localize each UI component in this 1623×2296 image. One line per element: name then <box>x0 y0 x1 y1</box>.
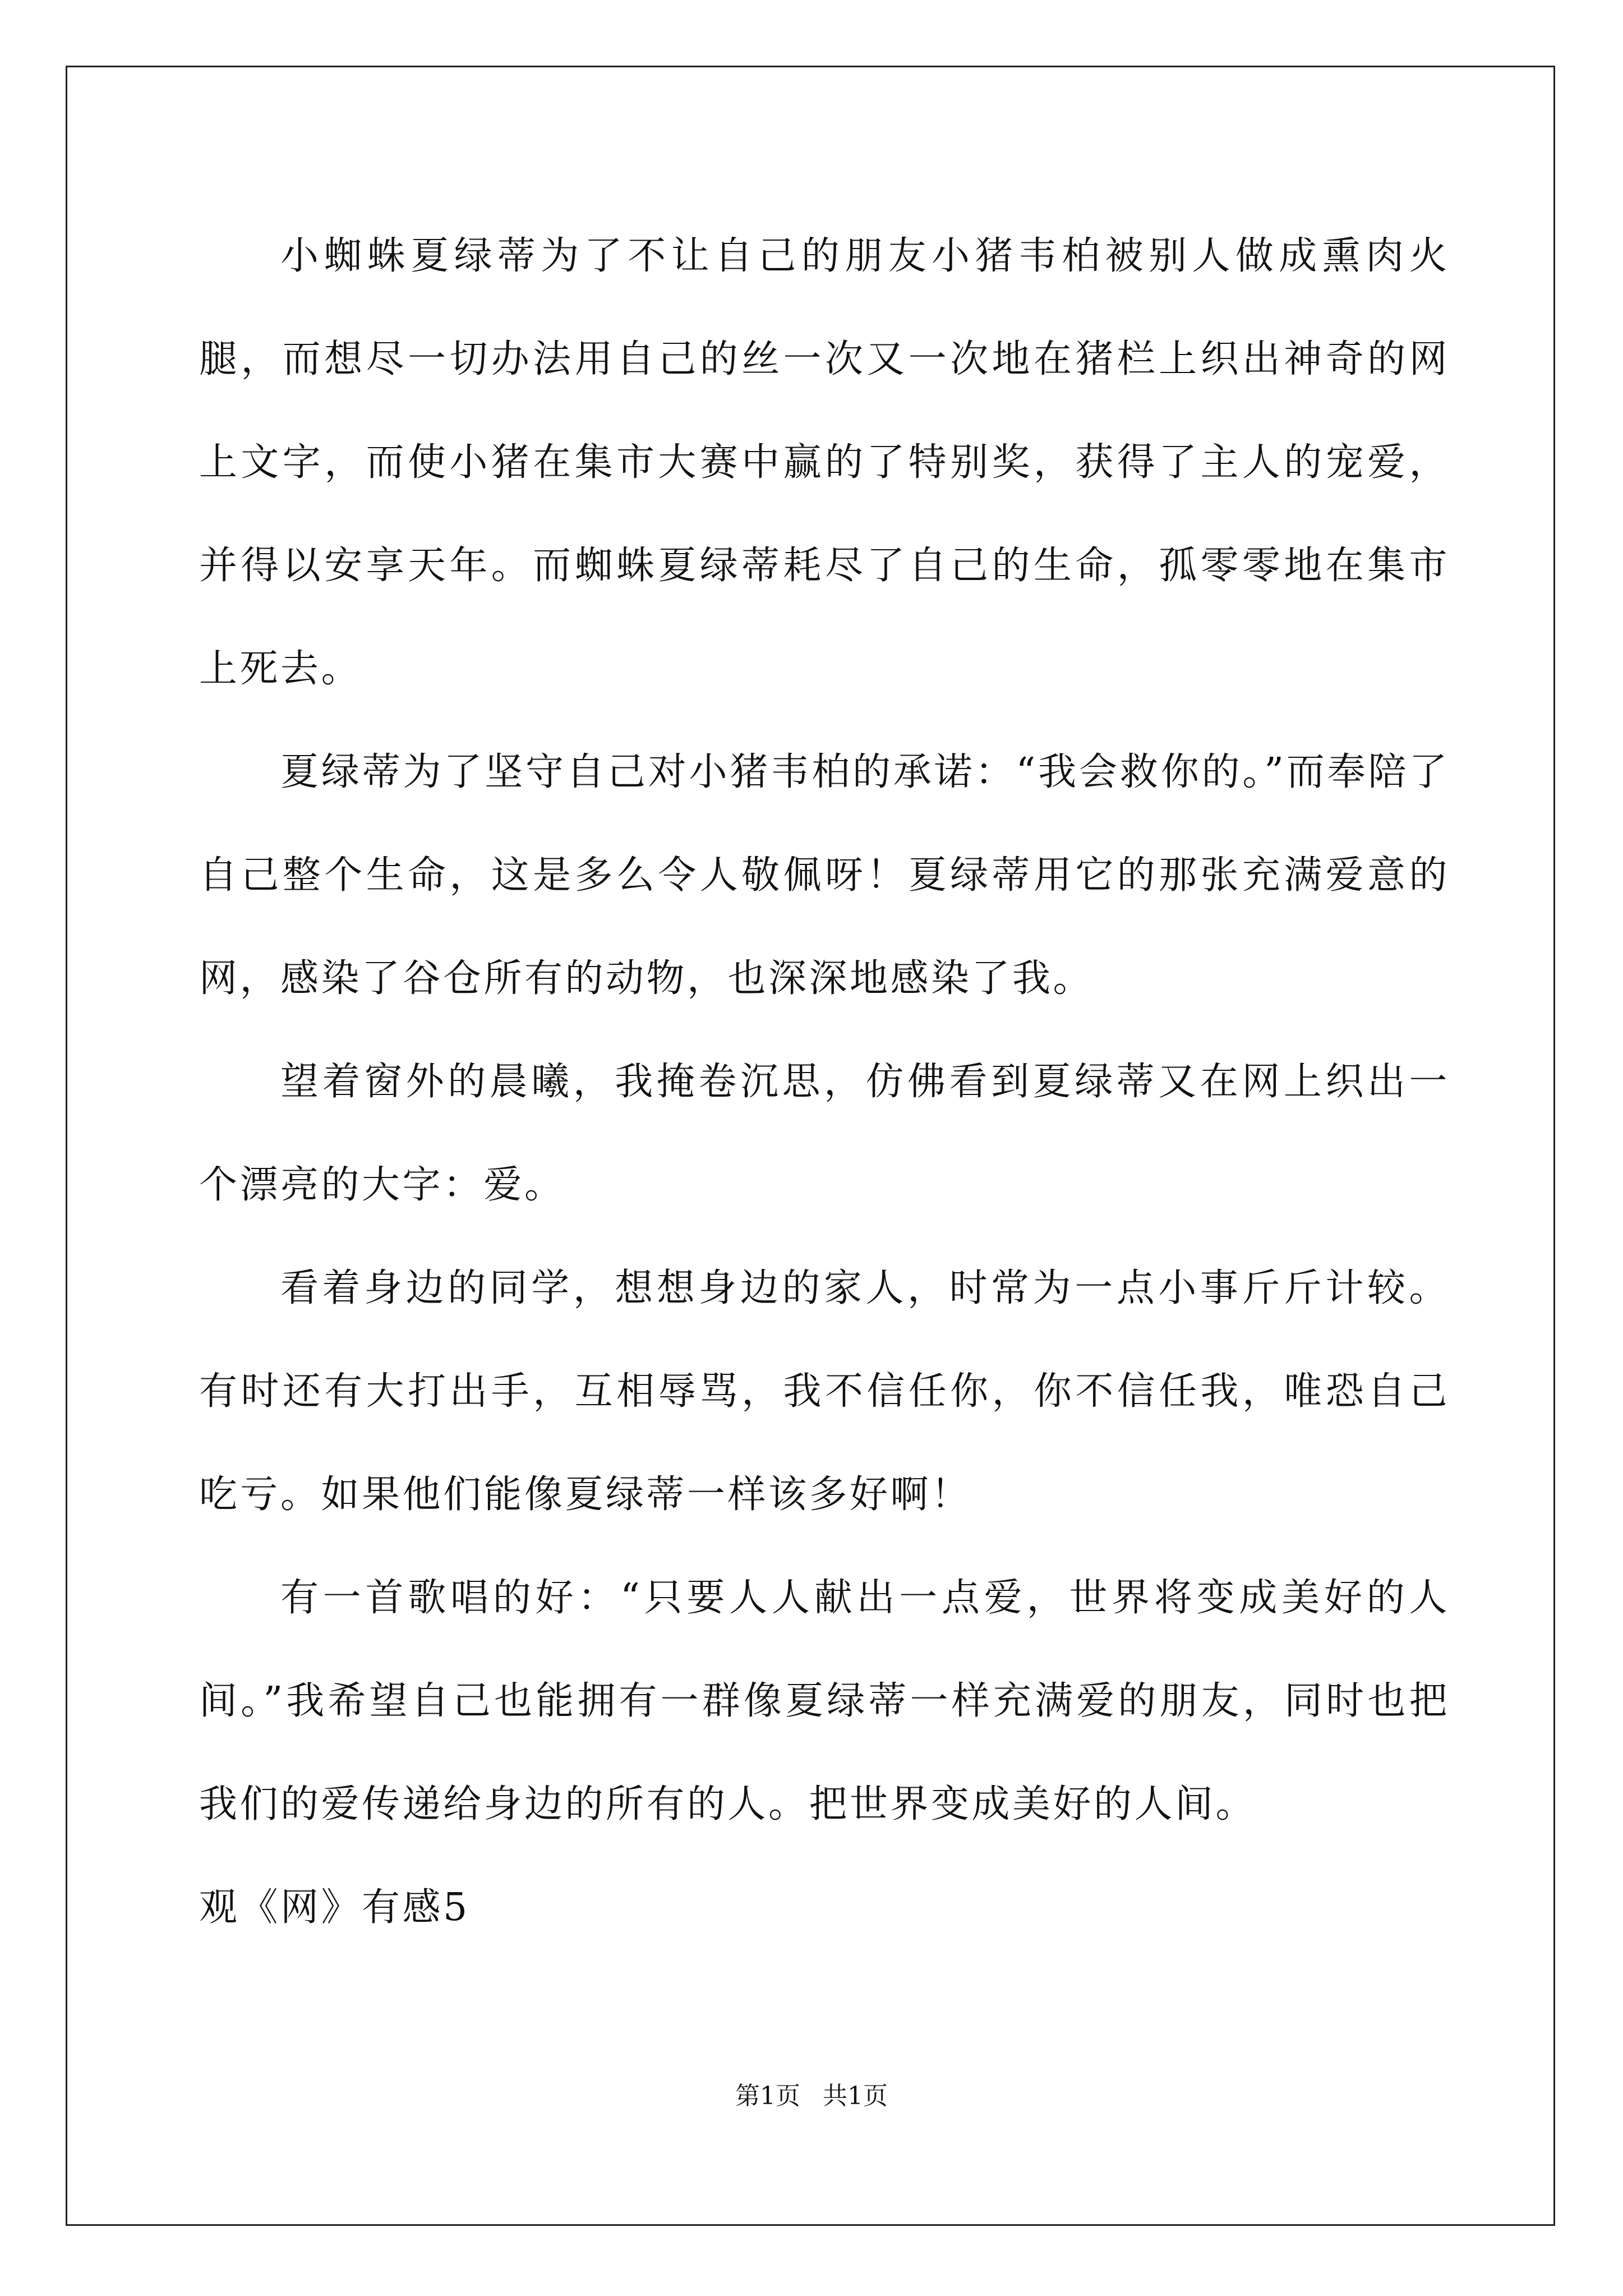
paragraph-3: 望着窗外的晨曦，我掩卷沉思，仿佛看到夏绿蒂又在网上织出一个漂亮的大字：爱。 <box>199 1060 1450 1207</box>
page-footer <box>0 2079 1623 2113</box>
document-body <box>199 205 1450 1959</box>
paragraph-4: 看着身边的同学，想想身边的家人，时常为一点小事斤斤计较。有时还有大打出手，互相辱骂，我不信任你，你不信任我，唯恐自己吃亏。如果他们能像夏绿蒂一样该多好啊！ <box>199 1266 1450 1517</box>
paragraph-5: 有一首歌唱的好：“只要人人献出一点爱，世界将变成美好的人间。”我希望自己也能拥有一群像夏绿蒂一样充满爱的朋友，同时也把我们的爱传递给身边的所有的人。把世界变成美好的人间。 <box>199 1576 1450 1826</box>
paragraph-2: 夏绿蒂为了坚守自己对小猪韦柏的承诺：“我会救你的。”而奉陪了自己整个生命，这是多么令人敬佩呀！夏绿蒂用它的那张充满爱意的网，感染了谷仓所有的动物，也深深地感染了我。 <box>199 750 1450 1001</box>
page-number: 第1页 <box>735 2082 800 2110</box>
section-heading: 观《网》有感5 <box>199 1885 470 1930</box>
paragraph-1: 小蜘蛛夏绿蒂为了不让自己的朋友小猪韦柏被别人做成熏肉火腿，而想尽一切办法用自己的丝一次又一次地在猪栏上织出神奇的网上文字，而使小猪在集市大赛中赢的了特别奖，获得了主人的宠爱，并得以安享天年。而蜘蛛夏绿蒂耗尽了自己的生命，孤零零地在集市上死去。 <box>199 234 1450 691</box>
page-total: 共1页 <box>823 2082 888 2110</box>
